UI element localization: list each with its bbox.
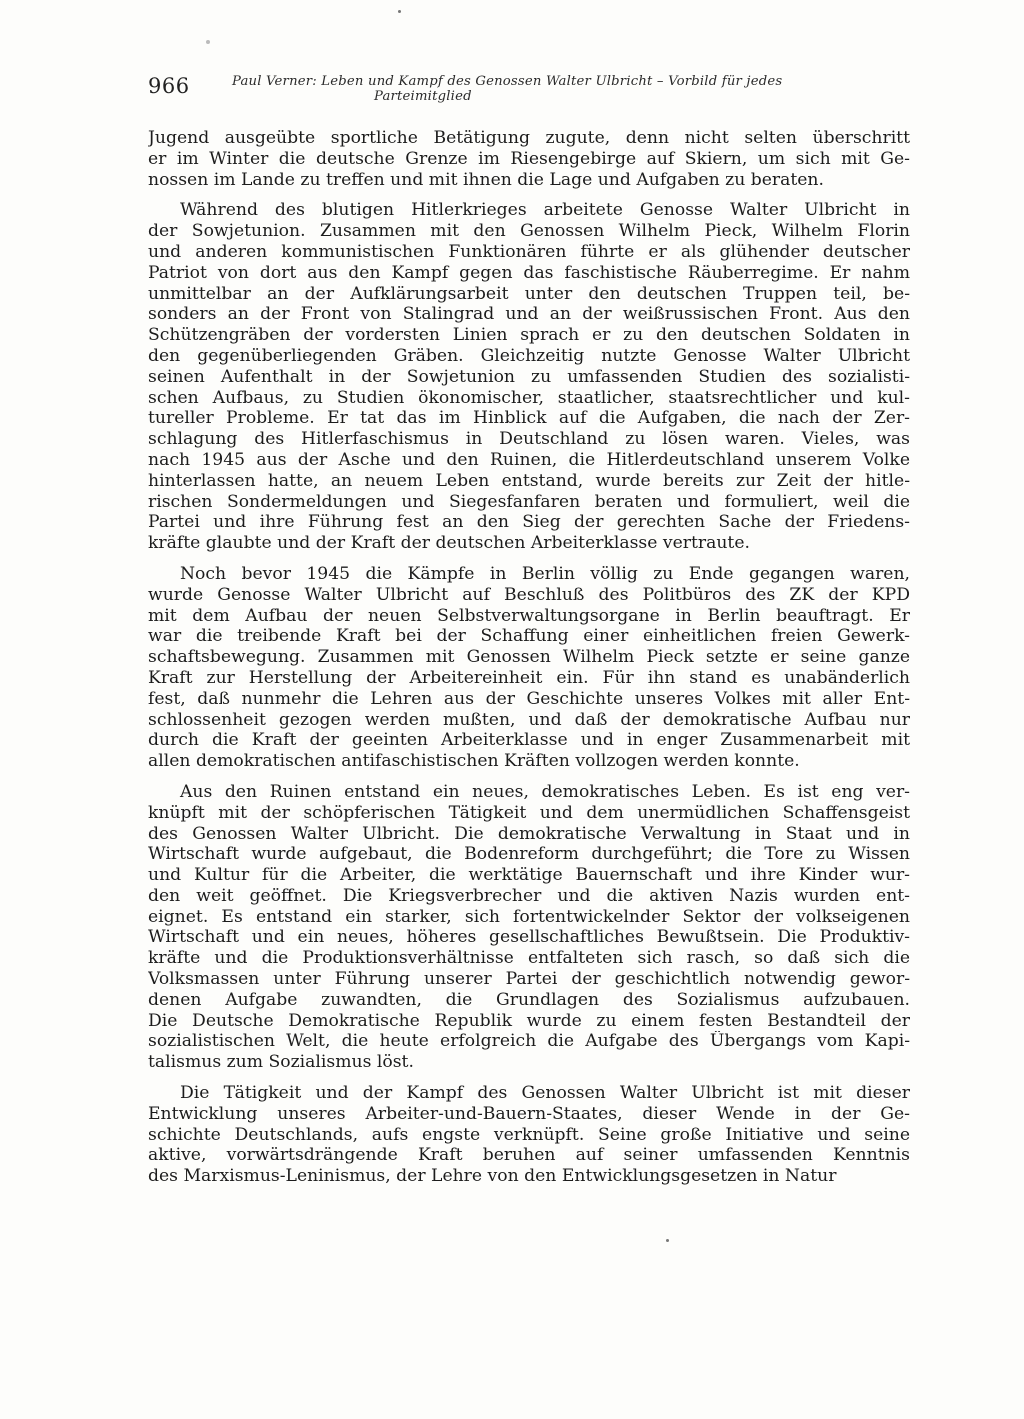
text-line: den gegenüberliegenden Gräben. Gleichzeitig nutzte Genosse Walter Ulbricht	[148, 345, 910, 366]
text-line: kräfte glaubte und der Kraft der deutschen Arbeiterklasse vertraute.	[148, 533, 750, 554]
text-line: seinen Aufenthalt in der Sowjetunion zu umfassenden Studien des sozialisti-	[148, 366, 910, 387]
text-line: mit dem Aufbau der neuen Selbstverwaltungsorgane in Berlin beauftragt. Er	[148, 605, 910, 626]
paragraph	[148, 128, 910, 190]
text-line: durch die Kraft der geeinten Arbeiterklasse und in enger Zusammenarbeit mit	[148, 730, 910, 751]
text-line: Die Deutsche Demokratische Republik wurde zu einem festen Bestandteil der	[148, 1010, 910, 1031]
text-line: des Genossen Walter Ulbricht. Die demokratische Verwaltung in Staat und in	[148, 823, 910, 844]
text-line: Die Tätigkeit und der Kampf des Genossen Walter Ulbricht ist mit dieser	[180, 1083, 910, 1104]
text-line: sonders an der Front von Stalingrad und an der weißrussischen Front. Aus den	[148, 304, 910, 325]
text-line: Partei und ihre Führung fest an den Sieg der gerechten Sache der Friedens-	[148, 512, 910, 533]
text-line: nach 1945 aus der Asche und den Ruinen, die Hitlerdeutschland unserem Volke	[148, 449, 910, 470]
text-line: Während des blutigen Hitlerkrieges arbeitete Genosse Walter Ulbricht in	[180, 200, 910, 221]
text-line: Wirtschaft wurde aufgebaut, die Bodenreform durchgeführt; die Tore zu Wissen	[148, 844, 910, 865]
text-line: sozialistischen Welt, die heute erfolgreich die Aufgabe des Übergangs vom Kapi-	[148, 1031, 910, 1052]
text-line: rischen Sondermeldungen und Siegesfanfaren beraten und formuliert, weil die	[148, 491, 910, 512]
text-line: nossen im Lande zu treffen und mit ihnen die Lage und Aufgaben zu beraten.	[148, 169, 824, 190]
text-line: tureller Probleme. Er tat das im Hinblick auf die Aufgaben, die nach der Zer-	[148, 408, 910, 429]
text-line: Volksmassen unter Führung unserer Partei der geschichtlich notwendig gewor-	[148, 969, 910, 990]
text-line: Kraft zur Herstellung der Arbeitereinheit ein. Für ihn stand es unabänderlich	[148, 667, 910, 688]
running-head	[232, 74, 912, 104]
text-line: der Sowjetunion. Zusammen mit den Genossen Wilhelm Pieck, Wilhelm Florin	[148, 221, 910, 242]
text-line: talismus zum Sozialismus löst.	[148, 1052, 414, 1073]
text-line: Schützengräben der vordersten Linien sprach er zu den deutschen Soldaten in	[148, 325, 910, 346]
text-line: denen Aufgabe zuwandten, die Grundlagen des Sozialismus aufzubauen.	[148, 989, 910, 1010]
running-head-line: Parteimitglied	[374, 89, 472, 104]
text-line: Wirtschaft und ein neues, höheres gesellschaftliches Bewußtsein. Die Produktiv-	[148, 927, 910, 948]
text-line: allen demokratischen antifaschistischen Kräften vollzogen werden konnte.	[148, 751, 800, 772]
text-line: eignet. Es entstand ein starker, sich fortentwickelnder Sektor der volkseigenen	[148, 906, 910, 927]
print-speck	[398, 10, 401, 13]
text-line: Aus den Ruinen entstand ein neues, demokratisches Leben. Es ist eng ver-	[180, 781, 910, 802]
print-speck	[666, 1239, 669, 1242]
text-line: Noch bevor 1945 die Kämpfe in Berlin völlig zu Ende gegangen waren,	[180, 563, 910, 584]
text-line: Patriot von dort aus den Kampf gegen das faschistische Räuberregime. Er nahm	[148, 262, 910, 283]
text-line: schichte Deutschlands, aufs engste verknüpft. Seine große Initiative und seine	[148, 1124, 910, 1145]
text-line: knüpft mit der schöpferischen Tätigkeit und dem unermüdlichen Schaffensgeist	[148, 802, 910, 823]
text-line: hinterlassen hatte, an neuem Leben entstand, wurde bereits zur Zeit der hitle-	[148, 470, 910, 491]
text-line: schlagung des Hitlerfaschismus in Deutschland zu lösen waren. Vieles, was	[148, 429, 910, 450]
paragraph	[148, 200, 910, 554]
text-line: unmittelbar an der Aufklärungsarbeit unter den deutschen Truppen teil, be-	[148, 283, 910, 304]
text-line: Jugend ausgeübte sportliche Betätigung zugute, denn nicht selten überschritt	[148, 128, 910, 148]
text-line: des Marxismus-Leninismus, der Lehre von den Entwicklungsgesetzen in Natur	[148, 1166, 837, 1187]
text-line: wurde Genosse Walter Ulbricht auf Beschluß des Politbüros des ZK der KPD	[148, 584, 910, 605]
body-text	[148, 128, 910, 1197]
text-line: schaftsbewegung. Zusammen mit Genossen Wilhelm Pieck setzte er seine ganze	[148, 647, 910, 668]
print-speck	[206, 40, 210, 44]
paragraph	[148, 564, 910, 772]
text-line: Entwicklung unseres Arbeiter-und-Bauern-Staates, dieser Wende in der Ge-	[148, 1103, 910, 1124]
running-head-line: Paul Verner: Leben und Kampf des Genossen Walter Ulbricht – Vorbild für jedes	[232, 74, 783, 89]
text-line: kräfte und die Produktionsverhältnisse entfalteten sich rasch, so daß sich die	[148, 948, 910, 969]
text-line: schen Aufbaus, zu Studien ökonomischer, staatlicher, staatsrechtlicher und kul-	[148, 387, 910, 408]
text-line: schlossenheit gezogen werden mußten, und daß der demokratische Aufbau nur	[148, 709, 910, 730]
text-line: war die treibende Kraft bei der Schaffung einer einheitlichen freien Gewerk-	[148, 626, 910, 647]
text-line: den weit geöffnet. Die Kriegsverbrecher und die aktiven Nazis wurden ent-	[148, 885, 910, 906]
text-line: und anderen kommunistischen Funktionären führte er als glühender deutscher	[148, 241, 910, 262]
paragraph	[148, 1083, 910, 1187]
text-line: und Kultur für die Arbeiter, die werktätige Bauernschaft und ihre Kinder wur-	[148, 865, 910, 886]
paragraph	[148, 782, 910, 1073]
text-line: fest, daß nunmehr die Lehren aus der Geschichte unseres Volkes mit aller Ent-	[148, 688, 910, 709]
page-header	[148, 72, 913, 108]
page-number: 966	[148, 74, 190, 98]
text-line: er im Winter die deutsche Grenze im Riesengebirge auf Skiern, um sich mit Ge-	[148, 148, 910, 169]
text-line: aktive, vorwärtsdrängende Kraft beruhen auf seiner umfassenden Kenntnis	[148, 1145, 910, 1166]
